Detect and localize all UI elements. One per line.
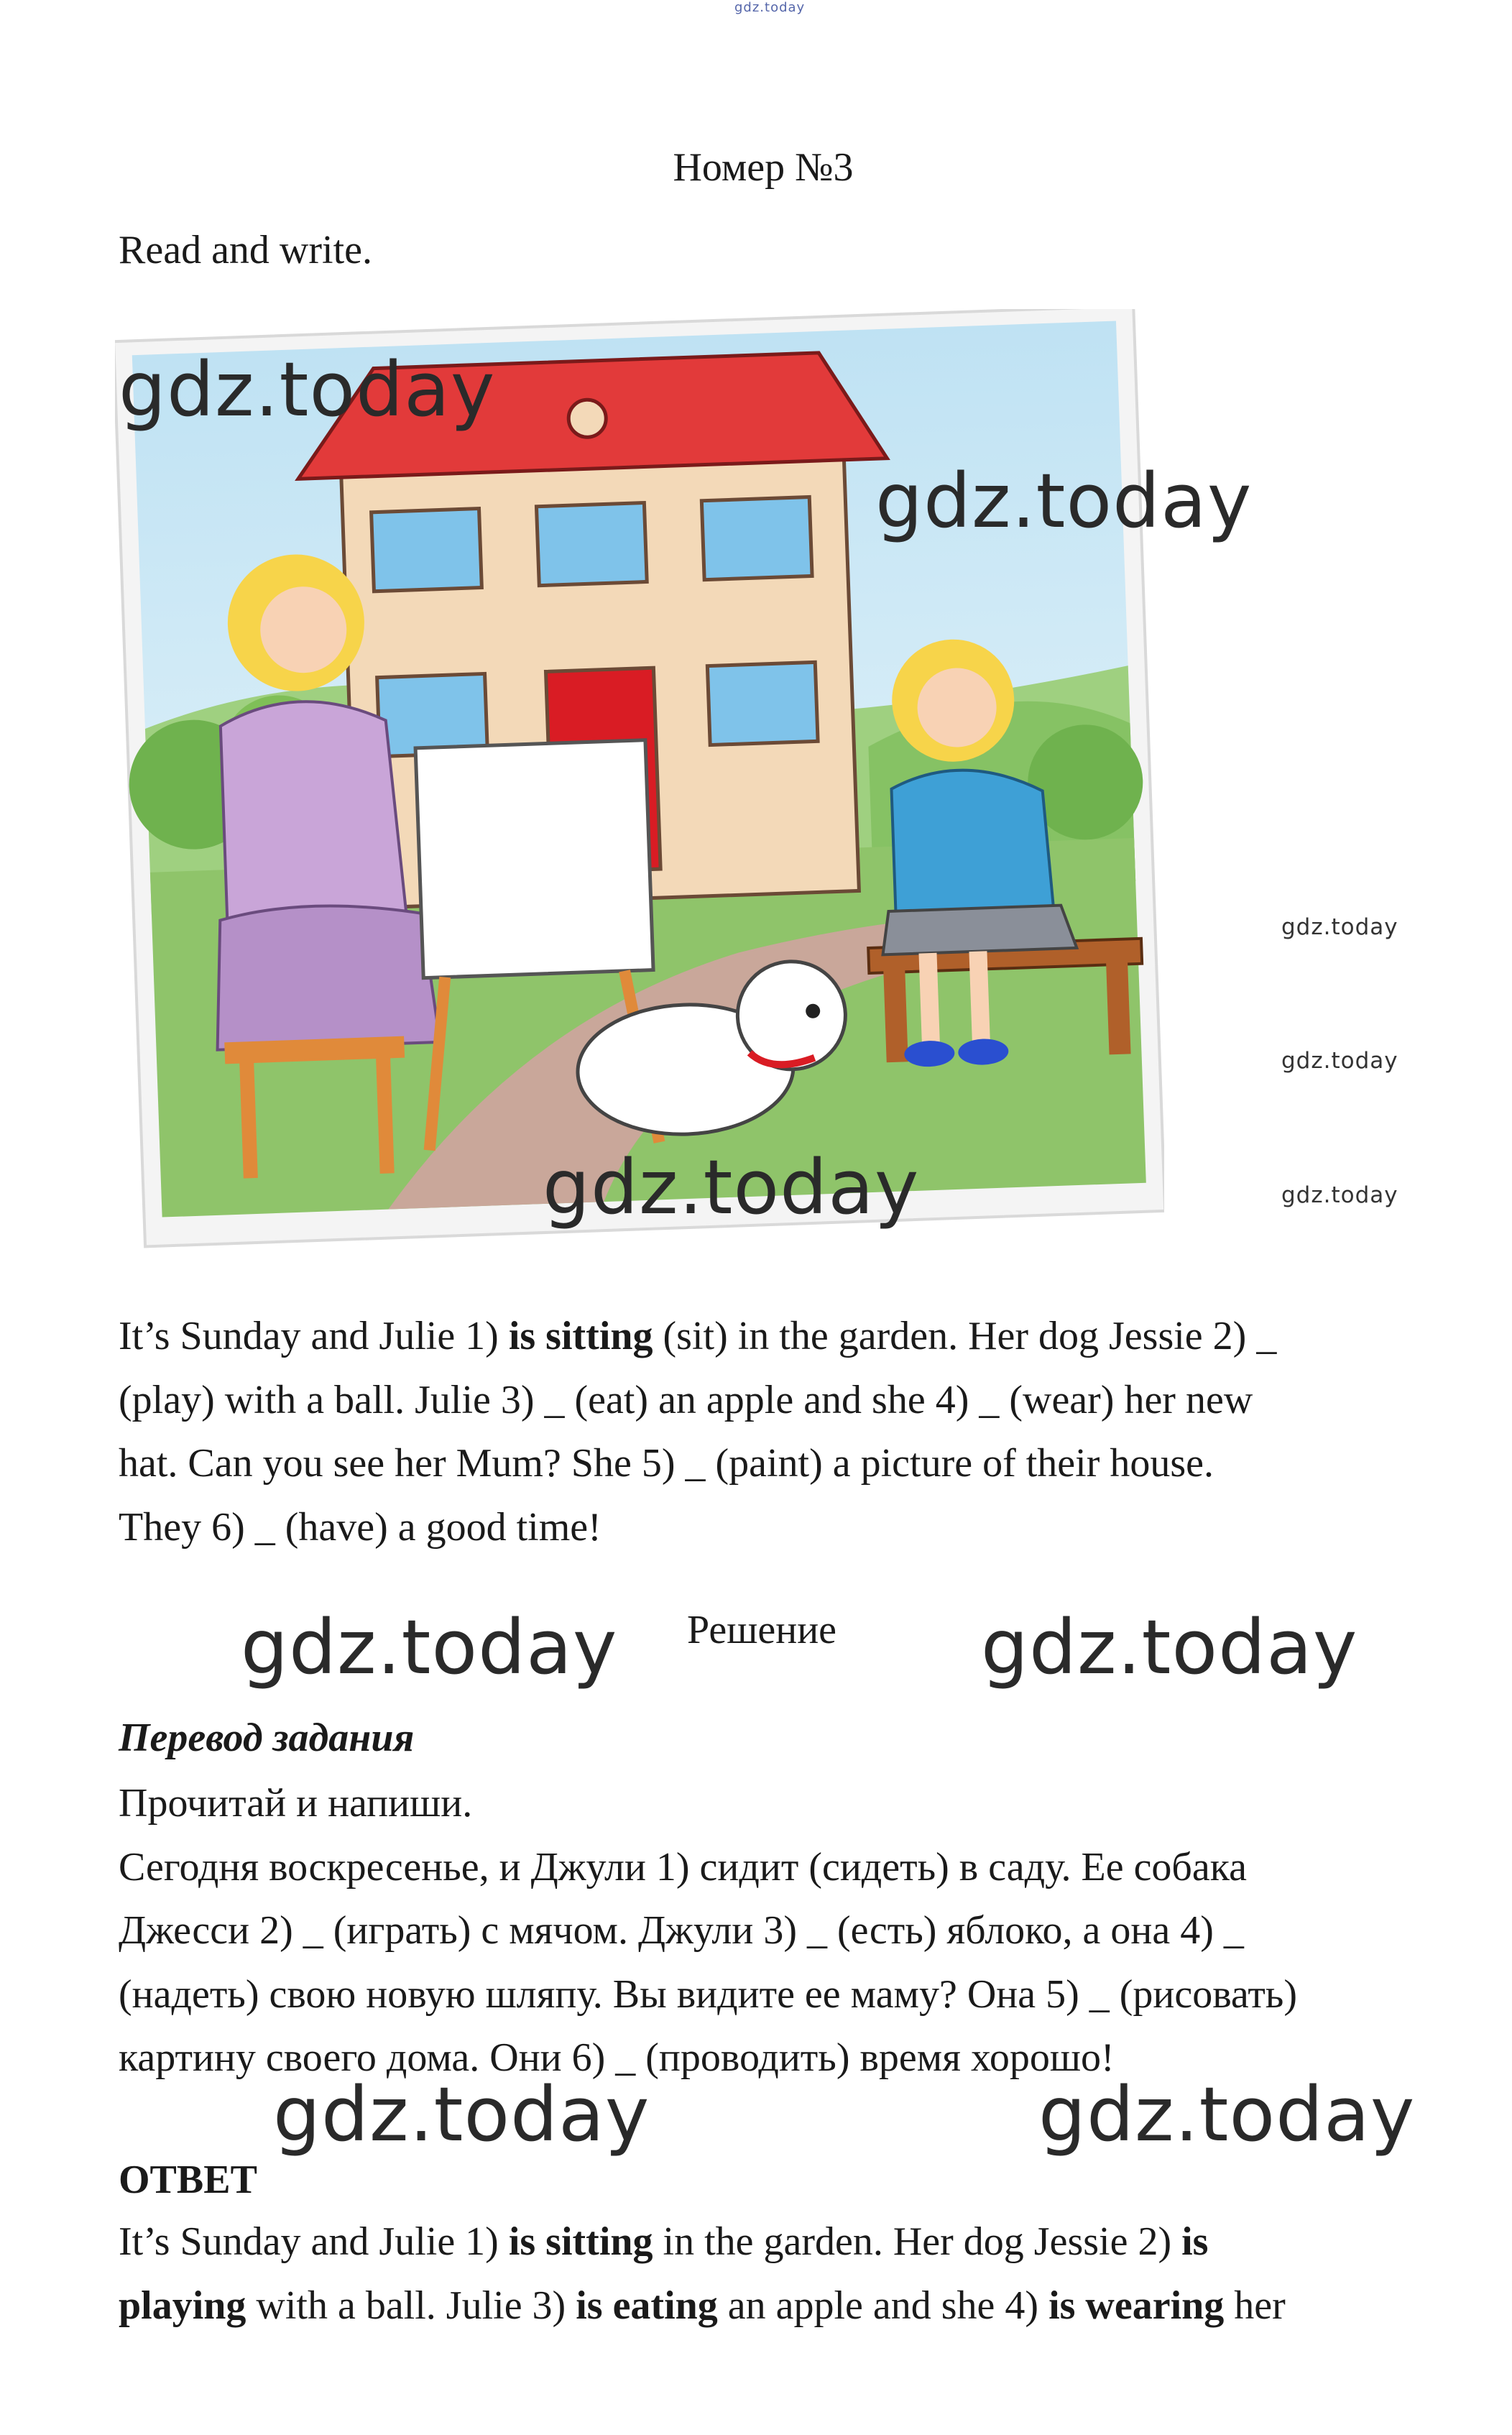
watermark-6: gdz.today bbox=[273, 2071, 650, 2158]
translation-line: (надеть) свою новую шляпу. Вы видите ее маму? Она 5) _ (рисовать) bbox=[119, 1971, 1297, 2017]
page-title: Номер №3 bbox=[673, 145, 854, 190]
task-bold-run: is sitting bbox=[508, 1314, 653, 1358]
illustration-garden-scene bbox=[115, 309, 1164, 1258]
answer-paragraph bbox=[119, 2210, 1426, 2337]
task-line bbox=[119, 1368, 1426, 1432]
answer-heading-text: ОТВЕТ bbox=[119, 2158, 257, 2202]
answer-run: in the garden. Her dog Jessie 2) bbox=[653, 2219, 1182, 2264]
answer-bold-run: playing bbox=[119, 2283, 246, 2328]
answer-bold-run: is wearing bbox=[1048, 2283, 1225, 2328]
answer-run: with a ball. Julie 3) bbox=[246, 2283, 576, 2328]
answer-run: an apple and she 4) bbox=[717, 2283, 1049, 2328]
watermark-1: gdz.today bbox=[119, 346, 496, 433]
watermark-top: gdz.today bbox=[734, 0, 806, 15]
translation-heading: Перевод задания bbox=[119, 1716, 415, 1760]
task-line bbox=[119, 1304, 1426, 1368]
task-run: (play) with a ball. Julie 3) _ (eat) an apple and she 4) _ (wear) her new bbox=[119, 1377, 1253, 1422]
translation-line: Сегодня воскресенье, и Джули 1) сидит (сидеть) в саду. Ее собака bbox=[119, 1844, 1247, 1889]
task-run: (sit) in the garden. Her dog Jessie 2) _ bbox=[653, 1314, 1277, 1358]
task-line bbox=[119, 1496, 1426, 1560]
task-line bbox=[119, 1432, 1426, 1496]
watermark-2: gdz.today bbox=[875, 457, 1253, 545]
translation-line: Прочитай и напиши. bbox=[119, 1781, 473, 1826]
watermark-small-3: gdz.today bbox=[1281, 1182, 1398, 1208]
answer-heading bbox=[119, 2160, 257, 2200]
task-run: They 6) _ (have) a good time! bbox=[119, 1504, 601, 1550]
answer-line bbox=[119, 2274, 1426, 2338]
task-run: hat. Can you see her Mum? She 5) _ (paint) a picture of their house. bbox=[119, 1441, 1214, 1486]
task-instruction: Read and write. bbox=[119, 228, 372, 272]
solution-label: Решение bbox=[686, 1608, 837, 1652]
translation-line: картину своего дома. Они 6) _ (проводить) время хорошо! bbox=[119, 2035, 1115, 2080]
answer-run: It’s Sunday and Julie 1) bbox=[119, 2219, 509, 2264]
answer-run: her bbox=[1224, 2283, 1286, 2328]
translation-line: Джесси 2) _ (играть) с мячом. Джули 3) _ (есть) яблоко, а она 4) _ bbox=[119, 1908, 1244, 1953]
watermark-4: gdz.today bbox=[241, 1603, 618, 1691]
translation-paragraph bbox=[119, 1772, 1426, 2090]
answer-bold-run: is bbox=[1181, 2219, 1209, 2264]
watermark-5: gdz.today bbox=[981, 1603, 1358, 1691]
watermark-small-1: gdz.today bbox=[1281, 914, 1398, 940]
watermark-3: gdz.today bbox=[543, 1143, 920, 1231]
answer-bold-run: is sitting bbox=[508, 2219, 653, 2264]
task-paragraph bbox=[119, 1304, 1426, 1559]
task-run: It’s Sunday and Julie 1) bbox=[119, 1314, 509, 1358]
answer-line bbox=[119, 2210, 1426, 2274]
watermark-small-2: gdz.today bbox=[1281, 1048, 1398, 1074]
answer-bold-run: is eating bbox=[576, 2283, 718, 2328]
watermark-7: gdz.today bbox=[1038, 2071, 1416, 2158]
